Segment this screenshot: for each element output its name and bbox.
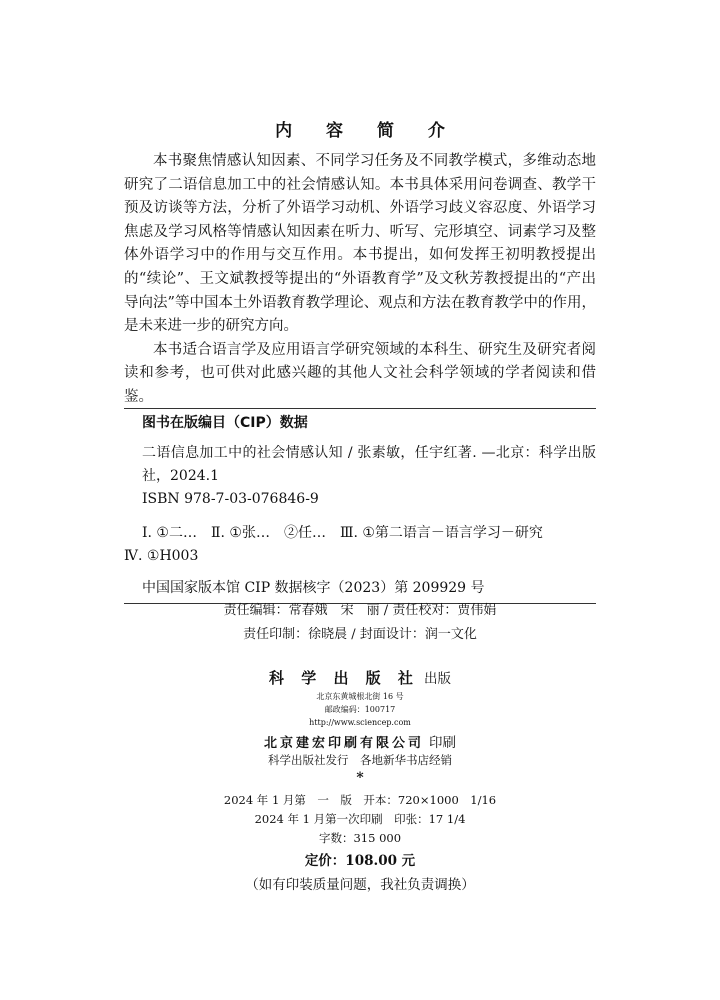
cip-data-block (124, 408, 596, 604)
printing-line: 2024 年 1 月第一次印刷 印张：17 1/4 (254, 812, 466, 826)
publisher-suffix: 出版 (423, 671, 451, 687)
credits-editors: 责任编辑：常春娥 宋 丽 / 责任校对：贾伟娟 (223, 603, 497, 618)
publisher-postcode: 邮政编码：100717 (324, 705, 396, 714)
cip-isbn: ISBN 978-7-03-076846-9 (142, 491, 319, 507)
publisher-line (0, 667, 720, 688)
cip-record: 二语信息加工中的社会情感认知 / 张素敏，任宇红著. —北京：科学出版社，2024.1 (142, 445, 596, 484)
price-line: 定价：108.00 元 (304, 853, 416, 869)
publisher-website: http://www.sciencep.com (309, 718, 411, 727)
cip-number: 中国国家版本馆 CIP 数据核字（2023）第 209929 号 (142, 580, 485, 596)
summary-paragraph-1: 本书聚焦情感认知因素、不同学习任务及不同教学模式，多维动态地研究了二语信息加工中的社会情感认知。本书具体采用问卷调查、教学干预及访谈等方法，分析了外语学习动机、外语学习歧义容忍度、外语学习焦虑及学习风格等情感认知因素在听力、听写、完形填空、词素学习及整体外语学习中的作用与交互作用。本书提出，如何发挥王初明教授提出的“续论”、王文斌教授等提出的“外语教育学”及文秋芳教授提出的“产出导向法”等中国本土外语教育教学理论、观点和方法在教育教学中的作用，是未来进一步的研究方向。 (124, 153, 596, 335)
distribution-line: 科学出版社发行 各地新华书店经销 (268, 753, 452, 767)
cip-classification-1: Ⅰ. ①二… Ⅱ. ①张… ②任… Ⅲ. ①第二语言－语言学习－研究 (142, 525, 543, 541)
quality-note: （如有印装质量问题，我社负责调换） (245, 877, 475, 893)
cip-classification-2: Ⅳ. ①H003 (124, 548, 199, 564)
printer-line (0, 731, 720, 751)
edition-line: 2024 年 1 月第 一 版 开本：720×1000 1/16 (223, 793, 497, 807)
wordcount-line: 字数：315 000 (318, 831, 402, 845)
summary-section (124, 150, 596, 410)
printer-name: 北京建宏印刷有限公司 (263, 736, 424, 751)
cip-heading: 图书在版编目（CIP）数据 (142, 415, 308, 431)
publisher-address: 北京东黄城根北街 16 号 (316, 692, 404, 701)
publisher-name: 科 学 出 版 社 (269, 669, 419, 687)
printer-suffix: 印刷 (429, 735, 457, 751)
separator-star: * (356, 770, 364, 786)
summary-paragraph-2: 本书适合语言学及应用语言学研究领域的本科生、研究生及研究者阅读和参考，也可供对此感兴趣的其他人文社会科学领域的学者阅读和借鉴。 (124, 341, 596, 405)
page-title: 内 容 简 介 (275, 121, 459, 141)
credits-production: 责任印制：徐晓晨 / 封面设计：润一文化 (243, 627, 477, 642)
